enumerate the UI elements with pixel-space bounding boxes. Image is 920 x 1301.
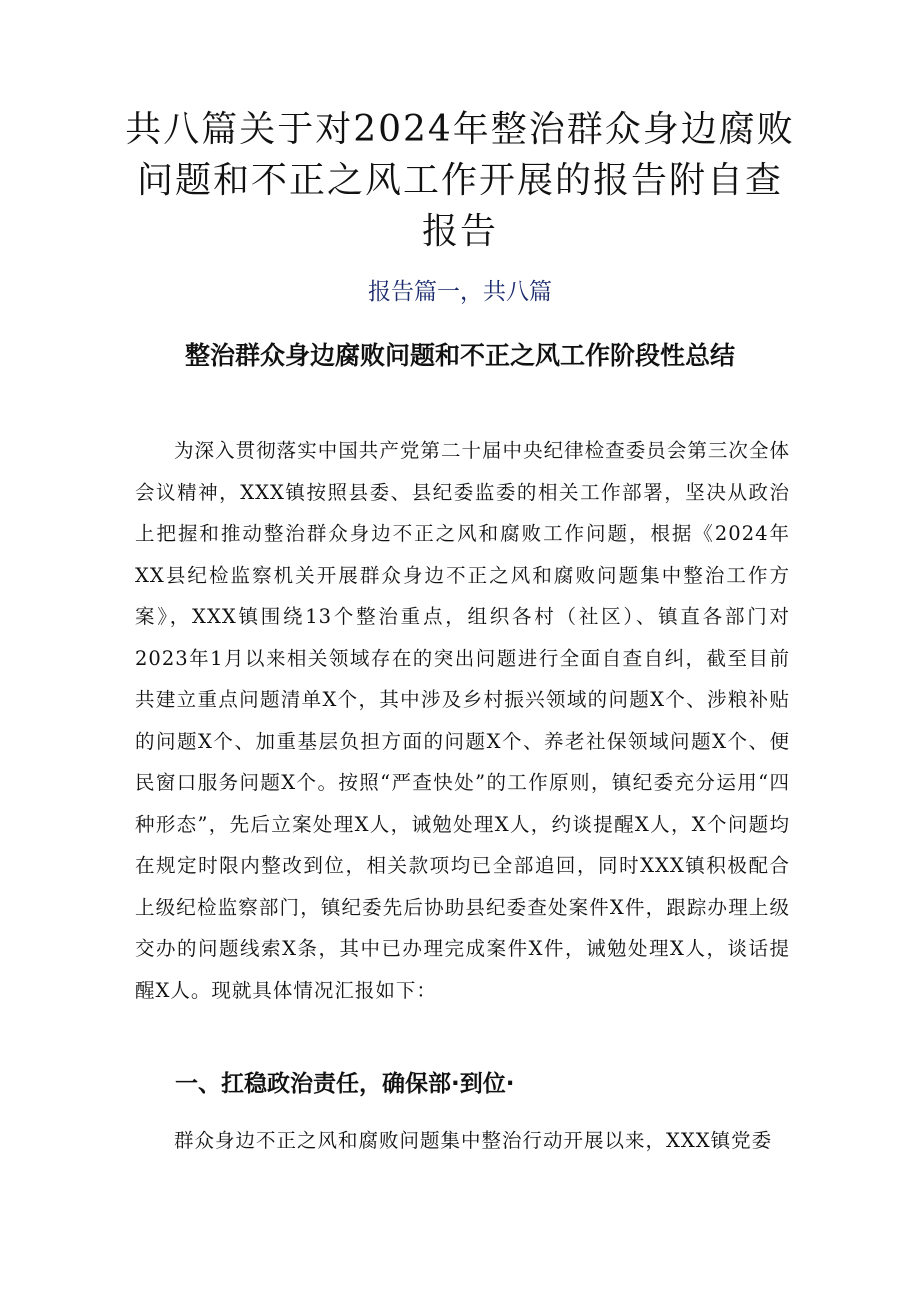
body-paragraph: 为深入贯彻落实中国共产党第二十届中央纪律检查委员会第三次全体会议精神，XXX镇按照县委、县纪委监委的相关工作部署，坚决从政治上把握和推动整治群众身边不正之风和腐败工作问题，根据《2024年XX县纪检监察机关开展群众身边不正之风和腐败问题集中整治工作方案》，XXX镇围绕13个整治重点，组织各村（社区）、镇直各部门对2023年1月以来相关领域存在的突出问题进行全面自查自纠，截至目前共建立重点问题清单X个，其中涉及乡村振兴领域的问题X个、涉粮补贴的问题X个、加重基层负担方面的问题X个、养老社保领域问题X个、便民窗口服务问题X个。按照“严查快处”的工作原则，镇纪委充分运用“四种形态”，先后立案处理X人，诫勉处理X人，约谈提醒X人，X个问题均在规定时限内整改到位，相关款项均已全部追回，同时XXX镇积极配合上级纪检监察部门，镇纪委先后协助县纪委查处案件X件，跟踪办理上级交办的问题线索X条，其中已办理完成案件X件，诫勉处理X人，谈话提醒X人。现就具体情况汇报如下： (135, 439, 790, 1002)
body-paragraph: 群众身边不正之风和腐败问题集中整治行动开展以来，XXX镇党委 (174, 1129, 773, 1152)
report-subtitle: 整治群众身边腐败问题和不正之风工作阶段性总结 (184, 341, 735, 370)
document-title: 共八篇关于对2024年整治群众身边腐败问题和不正之风工作开展的报告附自查报告 (125, 109, 795, 252)
section-heading: 一、扛稳政治责任，确保部·到位· (175, 1071, 515, 1097)
section-label: 报告篇一，共八篇 (368, 279, 552, 305)
